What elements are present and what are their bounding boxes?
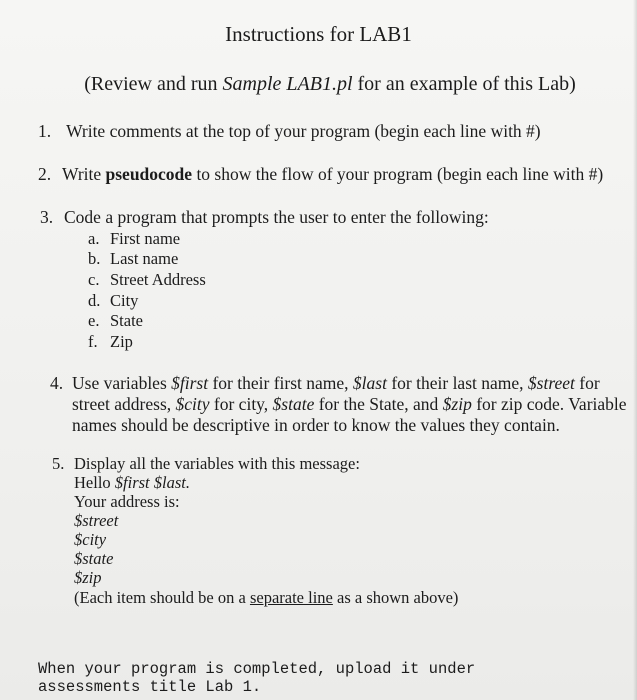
subitem-a [88, 229, 180, 249]
page-title: Instructions for LAB1 [225, 22, 412, 46]
subitem-d [88, 291, 138, 311]
address-line: Your address is: [74, 492, 180, 511]
item-number: 4. [50, 373, 64, 393]
instruction-2 [38, 164, 603, 185]
item-text: Use variables [72, 373, 172, 393]
variable-street: $street [527, 373, 575, 393]
note-line [74, 588, 458, 608]
hello-variables: $first $last. [114, 473, 190, 492]
subtitle-post: for an example of this Lab) [352, 73, 576, 95]
variable-zip: $zip [442, 394, 472, 414]
subitem-text: City [110, 291, 139, 310]
footer-line-1: When your program is completed, upload it under [38, 660, 476, 678]
item-number: 2. [38, 164, 52, 184]
subitem-letter: d. [88, 291, 101, 310]
item-text: for [574, 373, 600, 393]
item-text: for city, [209, 394, 273, 414]
item-text: for their first name, [208, 373, 353, 393]
instruction-4-line-2 [72, 394, 627, 415]
subitem-c [88, 270, 206, 290]
item-text-bold: pseudocode [105, 164, 193, 184]
subitem-text: Last name [110, 249, 179, 268]
hello-line [74, 473, 190, 493]
subitem-letter: b. [88, 249, 101, 268]
subitem-text: State [110, 311, 143, 330]
variable-state: $state [272, 394, 315, 414]
item-text: Display all the variables with this message: [74, 454, 360, 473]
instruction-1 [38, 121, 541, 142]
item-text: for zip code. Variable [471, 394, 627, 414]
subitem-text: Zip [110, 332, 133, 351]
item-text: for their last name, [386, 373, 528, 393]
subitem-f [88, 332, 133, 352]
item-text: street address, [72, 394, 176, 414]
note-text: (Each item should be on a [74, 588, 250, 607]
item-text-post: to show the flow of your program (begin each line with #) [192, 164, 604, 184]
note-underlined-text: separate line [249, 588, 333, 607]
item-number: 1. [38, 121, 52, 141]
variable-zip-line: $zip [74, 568, 102, 587]
item-text: Code a program that prompts the user to enter the following: [64, 207, 489, 227]
page-edge-shadow [633, 0, 637, 700]
instruction-4-line-3: names should be descriptive in order to know the values they contain. [72, 415, 560, 435]
item-text: Write comments at the top of your program (begin each line with #) [66, 121, 541, 141]
subitem-b [88, 249, 178, 269]
hello-text: Hello [74, 473, 115, 492]
instruction-3 [40, 207, 489, 228]
subtitle-filename: Sample LAB1.pl [222, 73, 353, 95]
item-text: for the State, and [314, 394, 443, 414]
subitem-e [88, 311, 143, 331]
page-subtitle [0, 73, 637, 96]
subtitle-pre: (Review and run [84, 73, 223, 95]
subitem-text: Street Address [110, 270, 206, 289]
item-text-pre: Write [62, 164, 106, 184]
variable-last: $last [352, 373, 387, 393]
subitem-letter: c. [88, 270, 100, 289]
variable-state-line: $state [74, 549, 114, 568]
variable-city-line: $city [74, 530, 107, 549]
footer-line-2: assessments title Lab 1. [38, 678, 262, 696]
note-text: as a shown above) [332, 588, 459, 607]
variable-city: $city [175, 394, 210, 414]
instruction-5 [52, 454, 360, 474]
subitem-letter: e. [88, 311, 100, 330]
variable-first: $first [171, 373, 209, 393]
subitem-text: First name [110, 229, 181, 248]
variable-street-line: $street [74, 511, 119, 530]
subitem-letter: f. [88, 332, 98, 351]
instruction-4 [50, 373, 600, 394]
item-number: 3. [40, 207, 54, 227]
subitem-letter: a. [88, 229, 100, 248]
item-number: 5. [52, 454, 65, 473]
